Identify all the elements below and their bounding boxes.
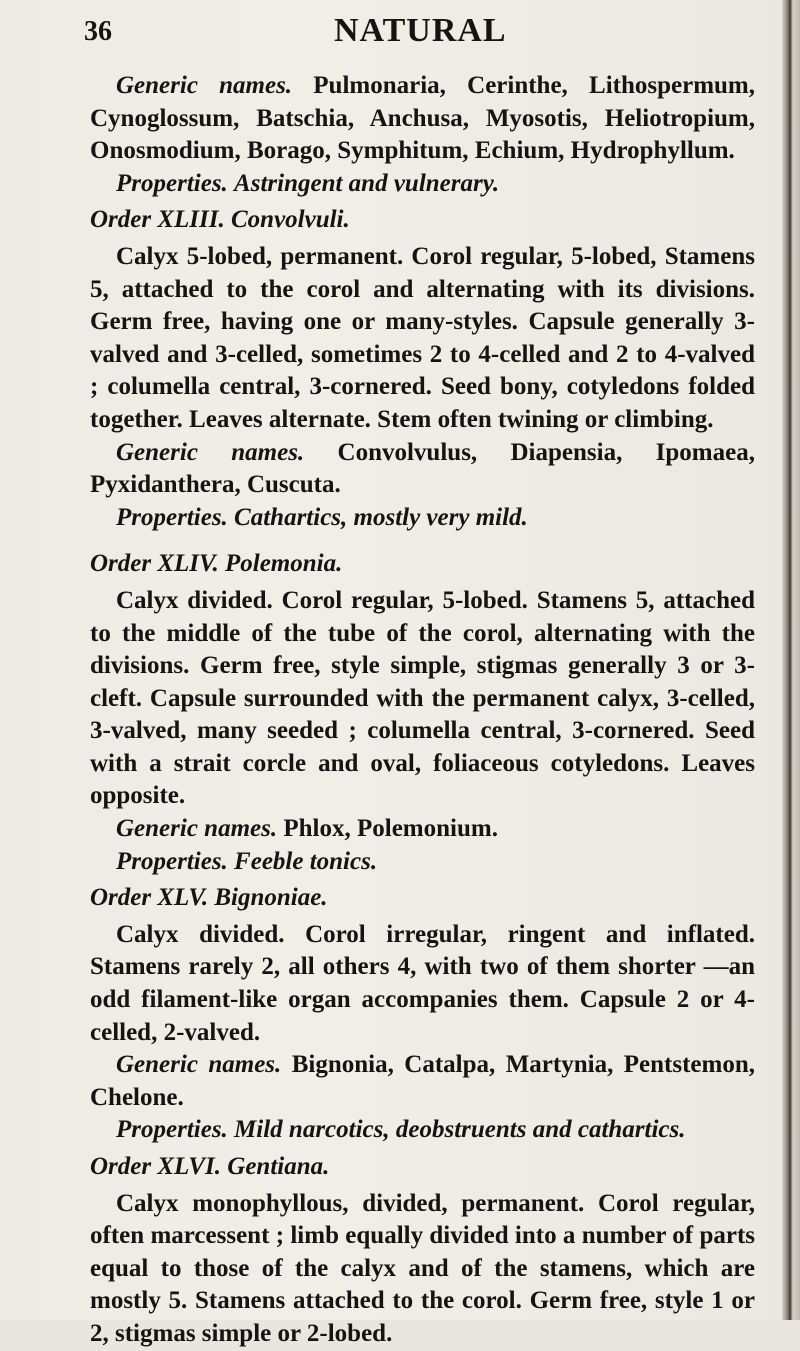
generic-names-label: Generic names. <box>116 815 278 843</box>
generic-names-text: Convolvulus, Diapensia, Ipomaea, Pyxidanthera, Cuscuta. <box>90 438 755 499</box>
order-description: Calyx divided. Corol regular, 5-lobed. Stamens 5, attached to the middle of the tube of the corol, alternating with the divisions. Germ free, style simple, stigmas generally 3 or 3-cleft. Capsule surrounded with the permanent calyx, 3-celled, 3-valved, many seeded ; columella central, 3-cornered. Seed with a strait corcle and oval, foliaceous cotyledons. Leaves opposite. <box>90 586 755 810</box>
order-heading: Order XLIII. Convolvuli. <box>90 206 350 234</box>
order-heading: Order XLVI. Gentiana. <box>90 1153 330 1180</box>
properties-paragraph <box>90 168 755 201</box>
generic-names-label: Generic names. <box>116 72 293 99</box>
generic-names-text: Phlox, Polemonium. <box>283 815 498 843</box>
properties-label: Properties. <box>116 1116 228 1144</box>
page-body <box>90 70 755 1351</box>
page-edge-shadow <box>782 0 800 1320</box>
generic-names-paragraph <box>90 813 755 846</box>
order-description: Calyx 5-lobed, permanent. Corol regular, 5-lobed, Stamens 5, attached to the corol and alternating with its divisions. Germ free, having one or many-styles. Capsule generally 3-valved and 3-celled, sometimes 2 to 4-celled and 2 to 4-valved ; columella central, 3-cornered. Seed bony, cotyledons folded together. Leaves alternate. Stem often twining or climbing. <box>90 242 755 433</box>
properties-paragraph <box>90 846 755 879</box>
properties-paragraph <box>90 502 755 535</box>
properties-label: Properties. <box>116 503 228 531</box>
page-number: 36 <box>84 16 112 47</box>
order-heading: Order XLV. Bignoniae. <box>90 884 328 912</box>
properties-text: Cathartics, mostly very mild. <box>234 503 528 531</box>
properties-label: Properties. <box>116 169 228 197</box>
generic-names-label: Generic names. <box>116 438 305 466</box>
generic-names-text: Pulmonaria, Cerinthe, Lithospermum, Cynoglossum, Batschia, Anchusa, Myosotis, Heliotropium, Onosmodium, Borago, Symphitum, Echium, Hydrophyllum. <box>90 72 755 165</box>
order-description: Calyx divided. Corol irregular, ringent and inflated. Stamens rarely 2, all others 4, with two of them shorter —an odd filament-like organ accompanies them. Capsule 2 or 4-celled, 2-valved. <box>90 920 755 1046</box>
properties-label: Properties. <box>116 847 228 875</box>
generic-names-text: Bignonia, Catalpa, Martynia, Pentstemon, Chelone. <box>90 1051 755 1111</box>
generic-names-paragraph <box>90 1049 755 1114</box>
page-header <box>84 6 764 62</box>
running-head: NATURAL <box>334 12 507 49</box>
properties-paragraph <box>90 1114 755 1147</box>
order-heading: Order XLIV. Polemonia. <box>90 550 343 578</box>
order-description: Calyx monophyllous, divided, permanent. Corol regular, often marcessent ; limb equally divided into a number of parts equal to those of the calyx and of the stamens, which are mostly 5. Stamens attached to the corol. Germ free, style 1 or 2, stigmas simple or 2-lobed. <box>90 1189 755 1347</box>
generic-names-paragraph <box>90 70 755 168</box>
properties-text: Astringent and vulnerary. <box>234 169 500 197</box>
properties-text: Mild narcotics, deobstruents and cathartics. <box>234 1116 686 1144</box>
generic-names-label: Generic names. <box>116 1051 282 1079</box>
properties-text: Feeble tonics. <box>234 847 378 875</box>
generic-names-paragraph <box>90 437 755 502</box>
